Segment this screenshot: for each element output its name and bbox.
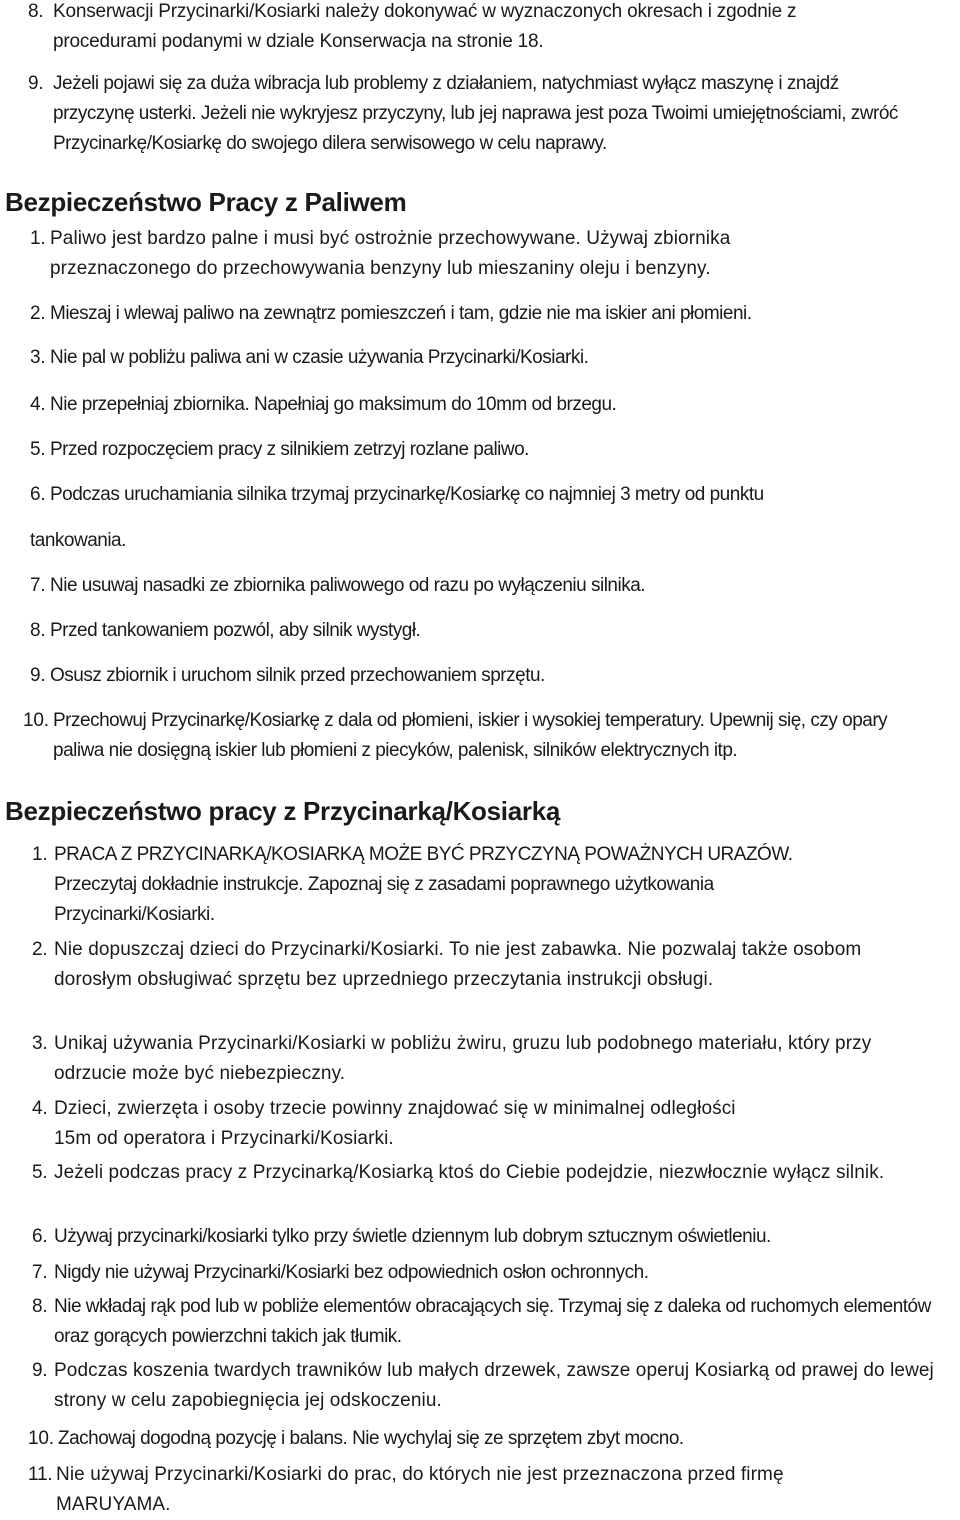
list-item: [28, 1424, 928, 1454]
list-item: [28, 0, 928, 57]
list-item: [32, 1292, 960, 1352]
item-text: Konserwacji Przycinarki/Kosiarki należy dokonywać w wyznaczonych okresach i zgodnie z procedurami podanymi w dziale Konserwacja na stronie 18.: [53, 1, 797, 52]
item-text: Jeżeli podczas pracy z Przycinarką/Kosiarką ktoś do Ciebie podejdzie, niezwłocznie wyłącz silnik.: [54, 1162, 885, 1183]
item-number: 6.: [32, 1226, 48, 1247]
list-item: [28, 1460, 928, 1520]
list-item: [30, 435, 930, 465]
list-item: [30, 299, 930, 329]
list-item: [30, 224, 930, 284]
list-item: [30, 661, 930, 691]
item-number: 1.: [32, 844, 48, 865]
list-item: [28, 69, 928, 159]
list-item: [23, 706, 953, 766]
item-number: 8.: [30, 620, 46, 641]
item-number: 9.: [30, 665, 46, 686]
list-item: [30, 390, 930, 420]
item-text: Unikaj używania Przycinarki/Kosiarki w pobliżu żwiru, gruzu lub podobnego materiału, który przy odrzucie może być niebezpieczny.: [54, 1033, 872, 1084]
list-item: [32, 1029, 942, 1089]
list-item: [30, 343, 930, 373]
list-item: [32, 1222, 942, 1252]
item-number: 10.: [28, 1428, 54, 1449]
item-number: 5.: [32, 1162, 48, 1183]
list-item: [32, 1158, 932, 1188]
item-text: Nie usuwaj nasadki ze zbiornika paliwowego od razu po wyłączeniu silnika.: [50, 575, 646, 596]
item-text: Jeżeli pojawi się za duża wibracja lub problemy z działaniem, natychmiast wyłącz maszynę i znajdź przyczynę usterki. Jeżeli nie wykryjesz przyczyny, lub jej naprawa jest poza Twoimi umiejętnościami, zwróć Przycinarkę/Kosiarkę do swojego dilera serwisowego w celu naprawy.: [53, 73, 898, 154]
item-text: Przechowuj Przycinarkę/Kosiarkę z dala od płomieni, iskier i wysokiej temperatury. Upewnij się, czy opary paliwa nie dosięgną iskier lub płomieni z piecyków, palenisk, silników elektrycznych itp.: [53, 710, 888, 761]
item-text: Przed tankowaniem pozwól, aby silnik wystygł.: [50, 620, 421, 641]
section-heading-mower: Bezpieczeństwo pracy z Przycinarką/Kosiarką: [5, 796, 561, 826]
item-number: 4.: [30, 394, 46, 415]
item-text: Nie dopuszczaj dzieci do Przycinarki/Kosiarki. To nie jest zabawka. Nie pozwalaj także osobom dorosłym obsługiwać sprzętu bez uprzedniego przeczytania instrukcji obsługi.: [54, 939, 862, 990]
list-item: [30, 616, 930, 646]
item-text: Nie wkładaj rąk pod lub w pobliże elementów obracających się. Trzymaj się z daleka od ruchomych elementów oraz gorących powierzchni takich jak tłumik.: [54, 1296, 931, 1347]
item-text: Zachowaj dogodną pozycję i balans. Nie wychylaj się ze sprzętem zbyt mocno.: [58, 1428, 684, 1449]
item-text: Osusz zbiornik i uruchom silnik przed przechowaniem sprzętu.: [50, 665, 545, 686]
list-item: [32, 1094, 932, 1154]
item-text: Dzieci, zwierzęta i osoby trzecie powinny znajdować się w minimalnej odległości 15m od operatora i Przycinarki/Kosiarki.: [54, 1098, 736, 1149]
item-text: Paliwo jest bardzo palne i musi być ostrożnie przechowywane. Używaj zbiornika przeznaczonego do przechowywania benzyny lub mieszaniny oleju i benzyny.: [50, 228, 731, 279]
item-number: 8.: [32, 1296, 48, 1317]
item-number: 7.: [30, 575, 46, 596]
item-text: Mieszaj i wlewaj paliwo na zewnątrz pomieszczeń i tam, gdzie nie ma iskier ani płomieni.: [50, 303, 752, 324]
list-item: [30, 571, 930, 601]
item-text: Przed rozpoczęciem pracy z silnikiem zetrzyj rozlane paliwo.: [50, 439, 529, 460]
item-number: 8.: [28, 1, 44, 22]
item-number: 2.: [32, 939, 48, 960]
item-text: Używaj przycinarki/kosiarki tylko przy świetle dziennym lub dobrym sztucznym oświetleniu.: [54, 1226, 771, 1247]
section-heading-fuel: Bezpieczeństwo Pracy z Paliwem: [5, 187, 407, 217]
item-text: Podczas koszenia twardych trawników lub małych drzewek, zawsze operuj Kosiarką od prawej do lewej strony w celu zapobiegnięcia jej odskoczeniu.: [54, 1360, 934, 1411]
list-item: [32, 935, 932, 995]
item-number: 3.: [30, 347, 46, 368]
item-continuation: tankowania.: [30, 530, 126, 551]
item-number: 10.: [23, 710, 49, 731]
item-text: Nie przepełniaj zbiornika. Napełniaj go maksimum do 10mm od brzegu.: [50, 394, 617, 415]
list-item: [32, 840, 932, 930]
item-number: 4.: [32, 1098, 48, 1119]
item-text: Podczas uruchamiania silnika trzymaj przycinarkę/Kosiarkę co najmniej 3 metry od punktu: [50, 484, 764, 505]
item-number: 6.: [30, 484, 46, 505]
item-text: Nie używaj Przycinarki/Kosiarki do prac, do których nie jest przeznaczona przed firmę MARUYAMA.: [56, 1464, 784, 1515]
item-number: 7.: [32, 1262, 48, 1283]
item-text: Nigdy nie używaj Przycinarki/Kosiarki bez odpowiednich osłon ochronnych.: [54, 1262, 649, 1283]
list-item: [30, 480, 930, 510]
item-number: 9.: [32, 1360, 48, 1381]
list-item: [32, 1356, 942, 1416]
list-item: [32, 1258, 932, 1288]
item-number: 1.: [30, 228, 46, 249]
item-number: 5.: [30, 439, 46, 460]
item-number: 3.: [32, 1033, 48, 1054]
item-number: 2.: [30, 303, 46, 324]
item-number: 11.: [28, 1464, 53, 1485]
item-text: Nie pal w pobliżu paliwa ani w czasie używania Przycinarki/Kosiarki.: [50, 347, 589, 368]
item-number: 9.: [28, 73, 44, 94]
item-text: PRACA Z PRZYCINARKĄ/KOSIARKĄ MOŻE BYĆ PRZYCZYNĄ POWAŻNYCH URAZÓW. Przeczytaj dokładnie instrukcje. Zapoznaj się z zasadami poprawnego użytkowania Przycinarki/Kosiarki.: [54, 844, 793, 925]
